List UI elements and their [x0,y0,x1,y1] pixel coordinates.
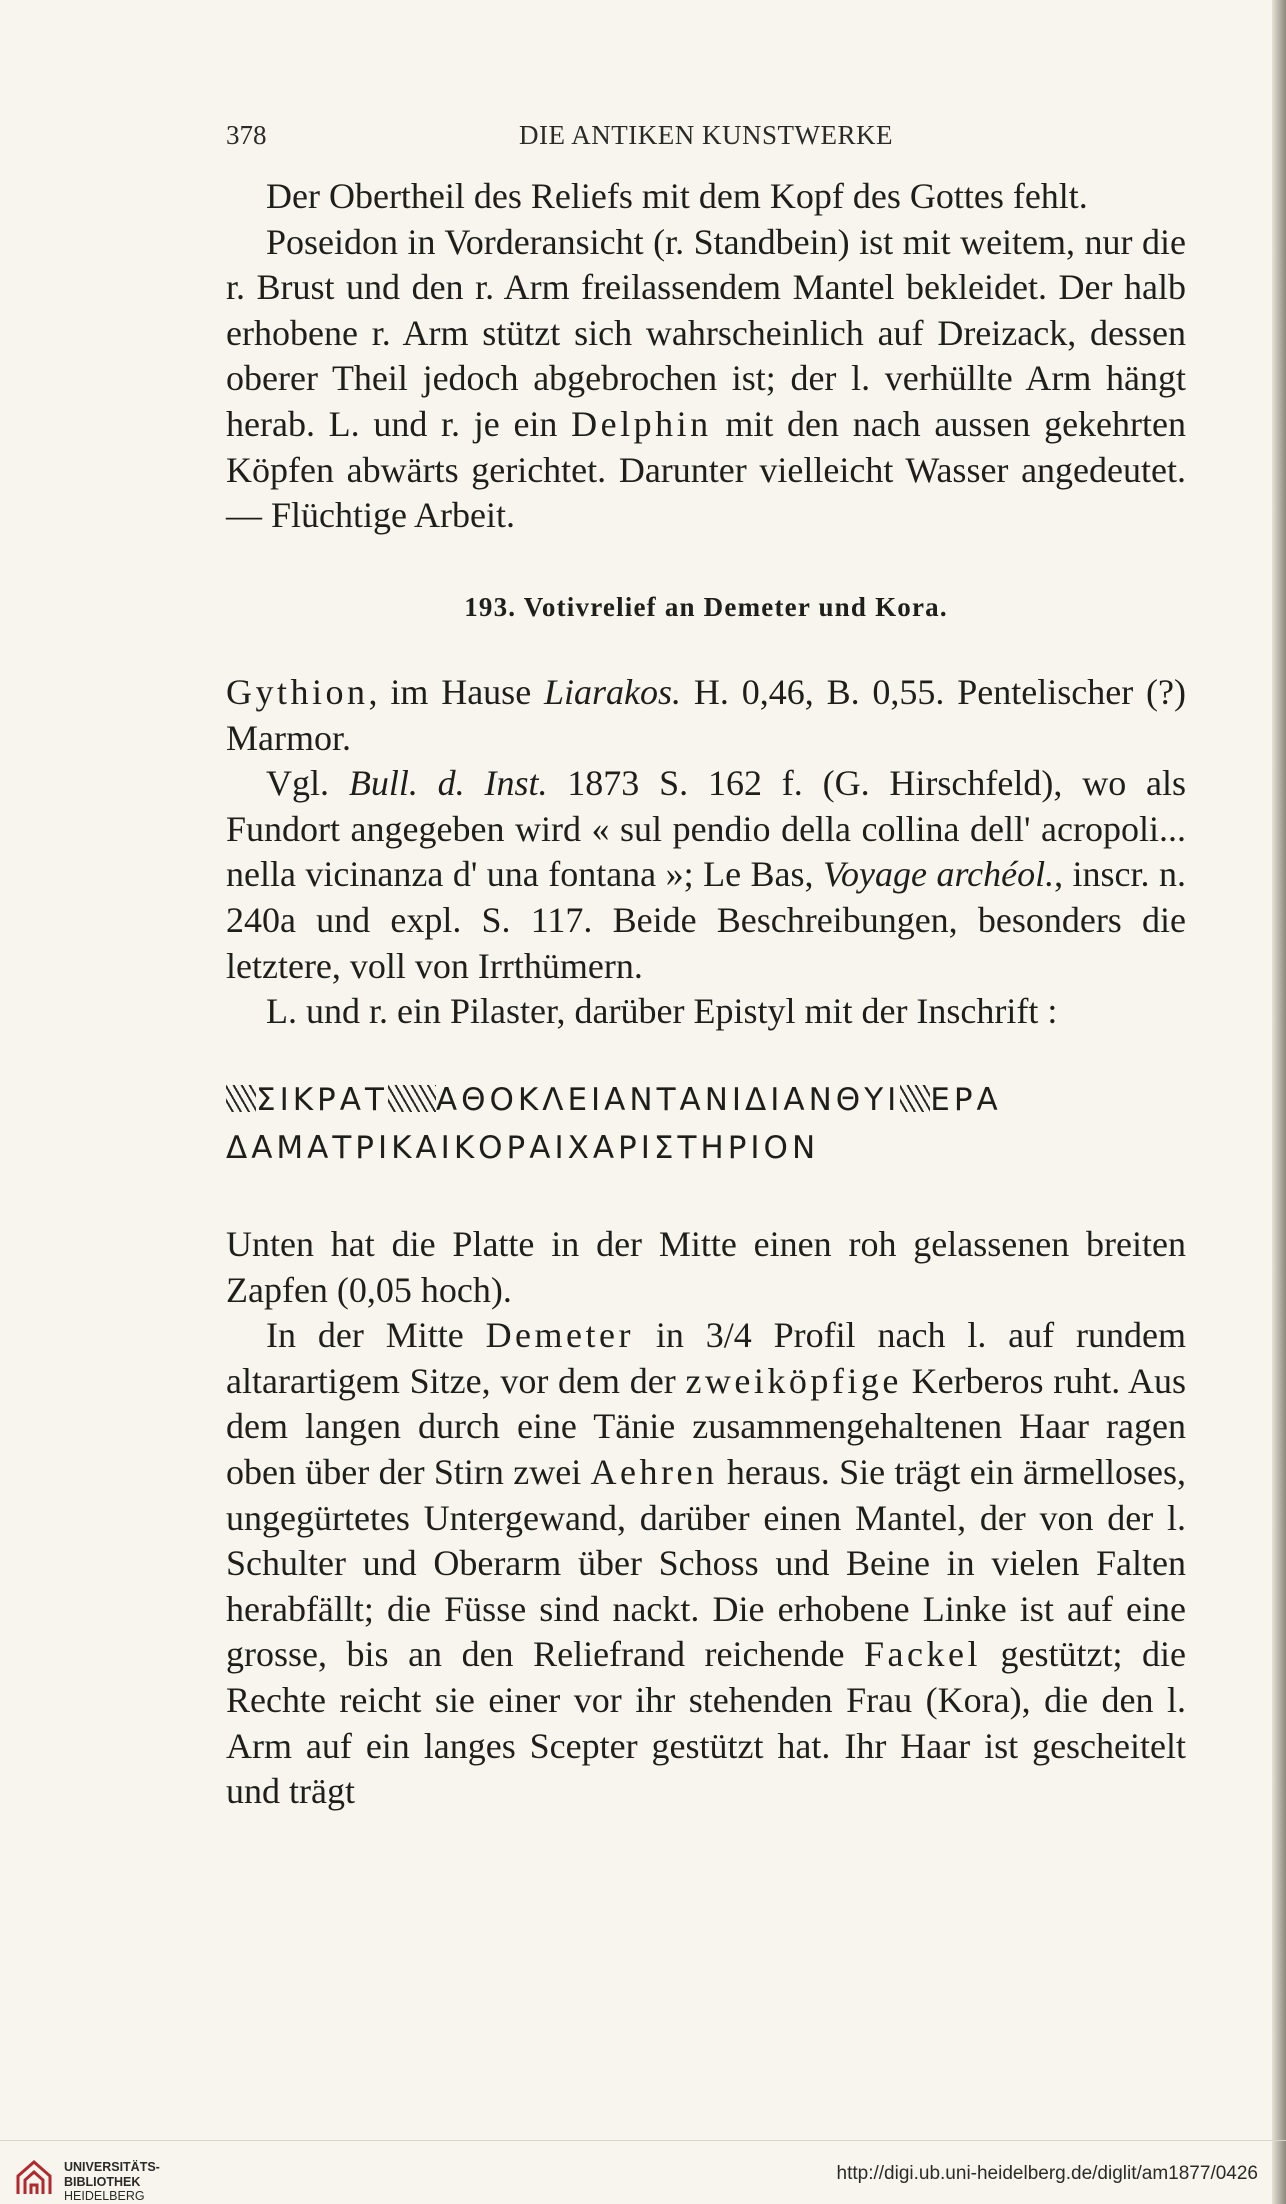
damaged-area-mark [226,1085,256,1112]
damaged-area-mark [388,1085,436,1112]
text-block-poseidon [226,174,1186,539]
inscription-line-2: ΔΑΜΑΤΡΙΚΑΙΚΟΡΑΙΧΑΡΙΣΤΗΡΙΟΝ [226,1130,820,1166]
spaced-word-delphin: Delphin [571,403,712,444]
page-edge-shadow [1272,0,1286,2204]
text-block-gythion [226,670,1186,1035]
spaced-word-aehren: Aehren [590,1451,718,1492]
damaged-area-mark [900,1085,930,1112]
paragraph-demeter: In der Mitte Demeter in 3/4 Profil nach l. auf rundem altarartigem Sitze, vor dem der zweiköpfige Kerberos ruht. Aus dem langen durch eine Tänie zusammengehaltenen Haar ragen oben über der Stirn zwei Aehren heraus. Sie trägt ein ärmelloses, ungegürtetes Untergewand, darüber einen Mantel, der von der l. Schulter und Oberarm über Schoss und Beine in vielen Falten herabfällt; die Füsse sind nackt. Die erhobene Linke ist auf eine grosse, bis an den Reliefrand reichende Fackel gestützt; die Rechte reicht sie einer vor ihr stehenden Frau (Kora), die den l. Arm auf ein langes Scepter gestützt hat. Ihr Haar ist gescheitelt und trägt [226,1315,1186,1812]
paragraph-poseidon: Poseidon in Vorderansicht (r. Standbein) ist mit weitem, nur die r. Brust und den r. Arm freilassendem Mantel bekleidet. Der halb erhobene r. Arm stützt sich wahrscheinlich auf Dreizack, dessen oberer Theil jedoch abgebrochen ist; der l. verhüllte Arm hängt herab. L. und r. je ein Delphin mit den nach aussen gekehrten Köpfen abwärts gerichtet. Darunter vielleicht Wasser angedeutet. — Flüchtige Arbeit. [226,221,1186,536]
paragraph-references: Vgl. Bull. d. Inst. 1873 S. 162 f. (G. Hirschfeld), wo als Fundort angegeben wird « sul pendio della collina dell' acropoli... nella vicinanza d' una fontana »; Le Bas, Voyage archéol., inscr. n. 240a und expl. S. 117. Beide Beschreibungen, besonders die letztere, voll von Irrthümern. [226,763,1187,986]
spaced-word-gythion: Gythion [226,672,369,712]
italic-liarakos: Liarakos. [544,672,682,712]
library-logo-icon [14,2158,54,2198]
permalink-url[interactable]: http://digi.ub.uni-heidelberg.de/diglit/am1877/0426 [836,2163,1258,2184]
spaced-word-demeter: Demeter [485,1315,634,1356]
library-name: UNIVERSITÄTS- BIBLIOTHEK HEIDELBERG [64,2160,160,2203]
text-block-demeter [226,1222,1186,1815]
spaced-word-zweikoepfige: zweiköpfige [685,1360,902,1401]
paragraph-gythion: Gythion, im Hause Liarakos. H. 0,46, B. 0,55. Pentelischer (?) Marmor. [226,672,1187,758]
page-number: 378 [226,120,267,150]
inscription-line-1: ΣΙΚΡΑΤ ΑΘΟΚΛΕΙΑΝΤΑΝΙΔΙΑΝΘΥΙ ΕΡΑ [226,1082,1186,1118]
section-heading-193: 193. Votivrelief an Demeter und Kora. [464,592,948,622]
spaced-word-fackel: Fackel [864,1634,981,1675]
paragraph-zapfen: Unten hat die Platte in der Mitte einen roh gelassenen breiten Zapfen (0,05 hoch). [226,1224,1186,1310]
paragraph-obertheil: Der Obertheil des Reliefs mit dem Kopf des Gottes fehlt. [266,176,1088,216]
italic-voyage-archeol: Voyage archéol. [823,854,1055,895]
running-title: DIE ANTIKEN KUNSTWERKE [519,120,893,150]
footer-separator [0,2140,1286,2141]
paragraph-pilaster: L. und r. ein Pilaster, darüber Epistyl mit der Inschrift : [266,991,1058,1032]
italic-bull-inst: Bull. d. Inst. [348,763,548,804]
